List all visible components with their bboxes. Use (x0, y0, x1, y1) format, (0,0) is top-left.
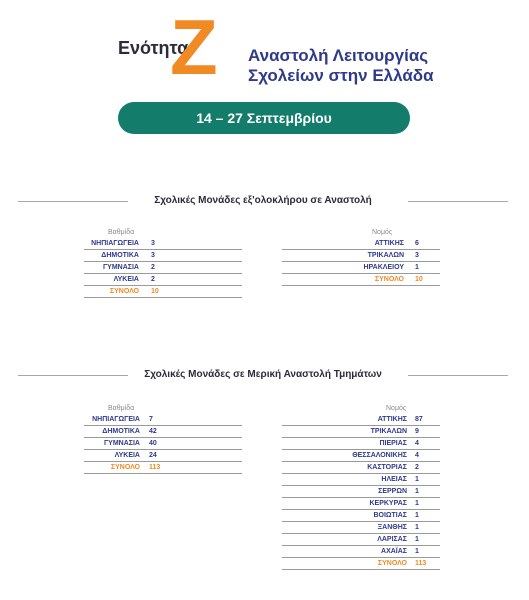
total-value: 113 (415, 560, 427, 567)
date-range-banner: 14 – 27 Σεπτεμβρίου (118, 102, 410, 134)
section-heading-partial (18, 367, 508, 383)
row-label: ΘΕΣΣΑΛΟΝΙΚΗΣ (352, 452, 407, 459)
page-title-line-2: Σχολείων στην Ελλάδα (248, 66, 434, 85)
table-full-by-prefecture (282, 228, 440, 286)
logo-word: Ενότητα (118, 38, 189, 58)
table-row (282, 438, 440, 450)
column-caption: Νομός (372, 229, 393, 236)
row-label: ΠΙΕΡΙΑΣ (379, 440, 407, 447)
row-label: ΞΑΝΘΗΣ (377, 524, 407, 531)
total-value: 113 (149, 464, 161, 471)
row-label: ΝΗΠΙΑΓΩΓΕΙΑ (91, 240, 139, 247)
row-value: 3 (151, 252, 155, 259)
row-value: 2 (415, 464, 419, 471)
row-label: ΚΑΣΤΟΡΙΑΣ (367, 464, 407, 471)
row-value: 40 (149, 440, 157, 447)
row-label: ΔΗΜΟΤΙΚΑ (101, 252, 139, 259)
total-row (84, 462, 242, 474)
row-value: 3 (415, 252, 419, 259)
column-caption: Νομός (386, 405, 407, 412)
table-row (282, 238, 440, 250)
total-value: 10 (151, 288, 159, 295)
row-value: 7 (149, 416, 153, 423)
table-row (282, 510, 440, 522)
table-row (282, 414, 440, 426)
row-value: 1 (415, 548, 419, 555)
row-label: ΒΟΙΩΤΙΑΣ (373, 512, 407, 519)
total-row (282, 274, 440, 286)
row-label: ΤΡΙΚΑΛΩΝ (367, 252, 404, 259)
row-value: 2 (151, 276, 155, 283)
table-row (282, 250, 440, 262)
row-value: 2 (151, 264, 155, 271)
row-value: 4 (415, 452, 419, 459)
column-caption: Βαθμίδα (108, 405, 135, 412)
table-row (84, 414, 242, 426)
table-row (282, 546, 440, 558)
table-row (84, 250, 242, 262)
row-label: ΑΤΤΙΚΗΣ (377, 416, 407, 423)
row-label: ΗΡΑΚΛΕΙΟΥ (363, 264, 404, 271)
table-row (282, 474, 440, 486)
table-row (282, 462, 440, 474)
logo-letter: Z (170, 3, 218, 91)
row-label: ΛΥΚΕΙΑ (114, 452, 140, 459)
row-label: ΓΥΜΝΑΣΙΑ (102, 264, 139, 271)
table-row (84, 438, 242, 450)
section-heading-partial-text: Σχολικές Μονάδες σε Μερική Αναστολή Τμημάτων (144, 369, 382, 380)
row-label: ΛΥΚΕΙΑ (113, 276, 139, 283)
section-heading-full-text: Σχολικές Μονάδες εξ'ολοκλήρου σε Αναστολή (154, 195, 372, 206)
table-partial-by-level (84, 404, 242, 474)
row-label: ΑΤΤΙΚΗΣ (374, 240, 404, 247)
table-row (282, 450, 440, 462)
section-heading-full (18, 193, 508, 209)
row-label: ΝΗΠΙΑΓΩΓΕΙΑ (92, 416, 140, 423)
row-value: 1 (415, 488, 419, 495)
row-value: 1 (415, 476, 419, 483)
total-label: ΣΥΝΟΛΟ (110, 464, 140, 471)
total-row (282, 558, 440, 570)
table-row (282, 534, 440, 546)
column-caption: Βαθμίδα (108, 229, 135, 236)
row-label: ΔΗΜΟΤΙΚΑ (102, 428, 140, 435)
row-label: ΣΕΡΡΩΝ (378, 488, 407, 495)
row-value: 42 (149, 428, 157, 435)
row-value: 6 (415, 240, 419, 247)
row-value: 1 (415, 524, 419, 531)
table-row (84, 426, 242, 438)
row-value: 3 (151, 240, 155, 247)
table-partial-by-prefecture (282, 404, 440, 570)
row-value: 9 (415, 428, 419, 435)
page-title-line-1: Αναστολή Λειτουργίας (248, 46, 429, 65)
total-label: ΣΥΝΟΛΟ (377, 560, 407, 567)
total-value: 10 (415, 276, 423, 283)
table-row (282, 426, 440, 438)
total-row (84, 286, 242, 298)
total-label: ΣΥΝΟΛΟ (374, 276, 404, 283)
row-label: ΓΥΜΝΑΣΙΑ (103, 440, 140, 447)
table-row (282, 498, 440, 510)
row-value: 87 (415, 416, 423, 423)
row-value: 1 (415, 512, 419, 519)
table-row (84, 450, 242, 462)
row-value: 24 (149, 452, 157, 459)
row-label: ΤΡΙΚΑΛΩΝ (370, 428, 407, 435)
table-row (84, 274, 242, 286)
table-row (282, 262, 440, 274)
row-label: ΛΑΡΙΣΑΣ (377, 536, 407, 543)
row-label: ΑΧΑΪΑΣ (381, 548, 407, 555)
total-label: ΣΥΝΟΛΟ (109, 288, 139, 295)
table-row (282, 522, 440, 534)
row-label: ΚΕΡΚΥΡΑΣ (369, 500, 407, 507)
row-value: 1 (415, 500, 419, 507)
row-value: 4 (415, 440, 419, 447)
table-row (84, 238, 242, 250)
row-value: 1 (415, 264, 419, 271)
row-value: 1 (415, 536, 419, 543)
table-row (84, 262, 242, 274)
table-row (282, 486, 440, 498)
table-full-by-level (84, 228, 242, 298)
row-label: ΗΛΕΙΑΣ (381, 476, 407, 483)
